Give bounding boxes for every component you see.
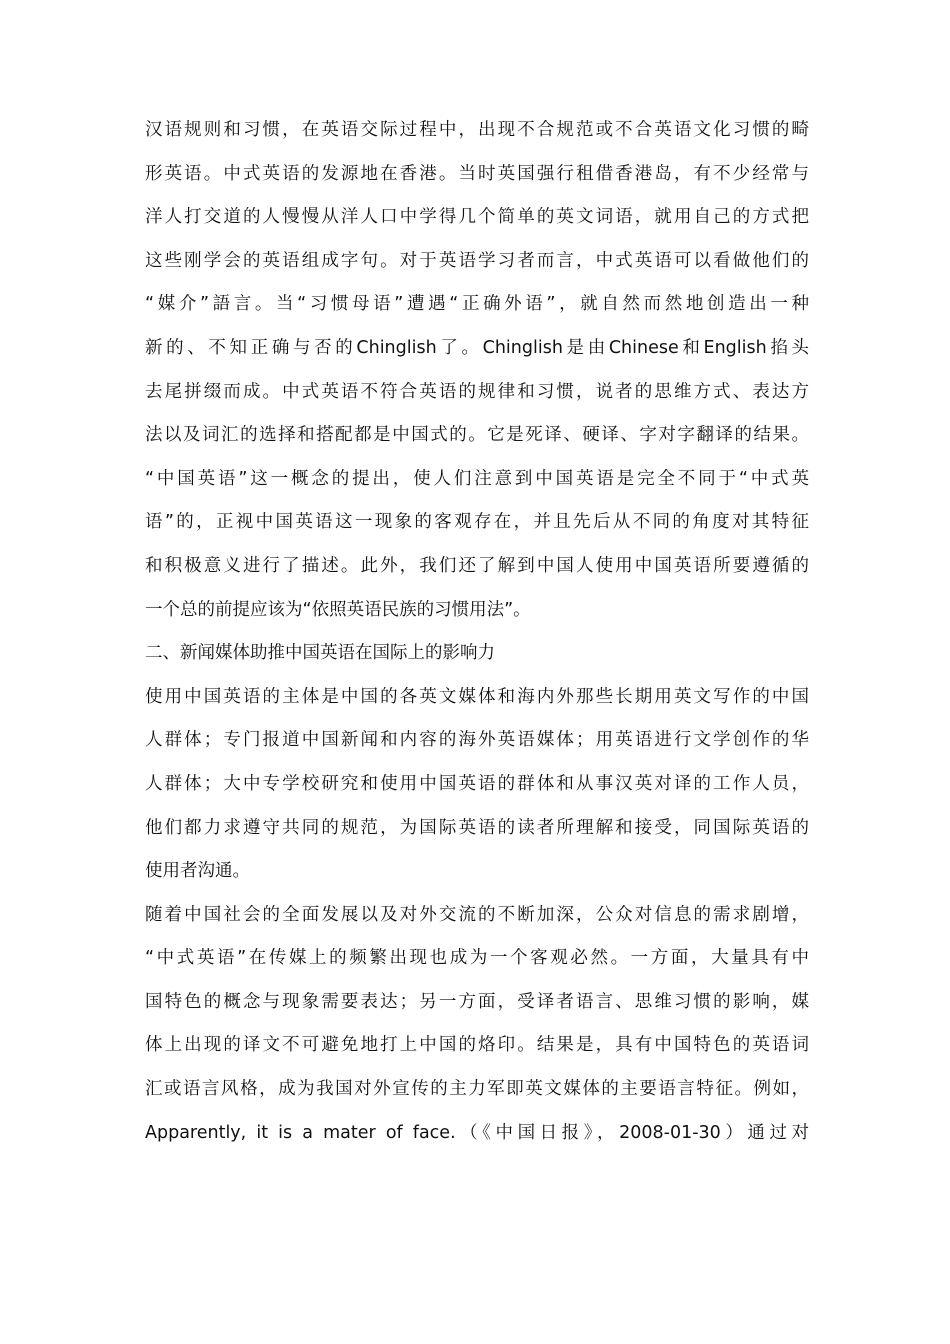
text-line: 新的、不知正确与否的Chinglish了。Chinglish是由Chinese和English掐头 [145, 337, 809, 358]
text-line: 体上出现的译文不可避免地打上中国的烙印。结果是，具有中国特色的英语词 [145, 1035, 809, 1056]
text-line: 人群体；专门报道中国新闻和内容的海外英语媒体；用英语进行文学创作的华 [145, 730, 809, 751]
section-heading: 二、新闻媒体助推中国英语在国际上的影响力 [145, 643, 495, 664]
text-line: 使用中国英语的主体是中国的各英文媒体和海内外那些长期用英文写作的中国 [145, 686, 809, 707]
text-line: 他们都力求遵守共同的规范，为国际英语的读者所理解和接受，同国际英语的 [145, 817, 809, 838]
text-line: 这些刚学会的英语组成字句。对于英语学习者而言，中式英语可以看做他们的 [145, 250, 809, 271]
text-line: “中国英语”这一概念的提出，使人们注意到中国英语是完全不同于“中式英 [145, 468, 809, 489]
text-line: 使用者沟通。 [145, 861, 250, 882]
text-line: “媒介”語言。当“习惯母语”遭遇“正确外语”，就自然而然地创造出一种 [145, 294, 809, 315]
text-line: 洋人打交道的人慢慢从洋人口中学得几个简单的英文词语，就用自己的方式把 [145, 207, 809, 228]
text-line: 一个总的前提应该为“依照英语民族的习惯用法”。 [145, 599, 531, 620]
text-line: 语”的，正视中国英语这一现象的客观存在，并且先后从不同的角度对其特征 [145, 512, 809, 533]
text-line: “中式英语”在传媒上的频繁出现也成为一个客观必然。一方面，大量具有中 [145, 948, 809, 969]
text-line: 去尾拼缀而成。中式英语不符合英语的规律和习惯，说者的思维方式、表达方 [145, 381, 809, 402]
text-line: 法以及词汇的选择和搭配都是中国式的。它是死译、硬译、字对字翻译的结果。 [145, 425, 809, 446]
text-line: 汉语规则和习惯，在英语交际过程中，出现不合规范或不合英语文化习惯的畸 [145, 120, 809, 140]
text-line: Apparently, it is a mater of face.（《中国日报》，2008-01-30）通过对 [145, 1122, 809, 1143]
body-text [145, 109, 809, 1155]
text-line: 国特色的概念与现象需要表达；另一方面，受译者语言、思维习惯的影响，媒 [145, 991, 809, 1012]
text-line: 人群体；大中专学校研究和使用中国英语的群体和从事汉英对译的工作人员， [145, 773, 809, 794]
text-line: 汇或语言风格，成为我国对外宣传的主力军即英文媒体的主要语言特征。例如， [145, 1079, 809, 1100]
text-line: 随着中国社会的全面发展以及对外交流的不断加深，公众对信息的需求剧增， [145, 904, 809, 925]
text-line: 和积极意义进行了描述。此外，我们还了解到中国人使用中国英语所要遵循的 [145, 555, 809, 576]
text-line: 形英语。中式英语的发源地在香港。当时英国强行租借香港岛，有不少经常与 [145, 163, 809, 184]
